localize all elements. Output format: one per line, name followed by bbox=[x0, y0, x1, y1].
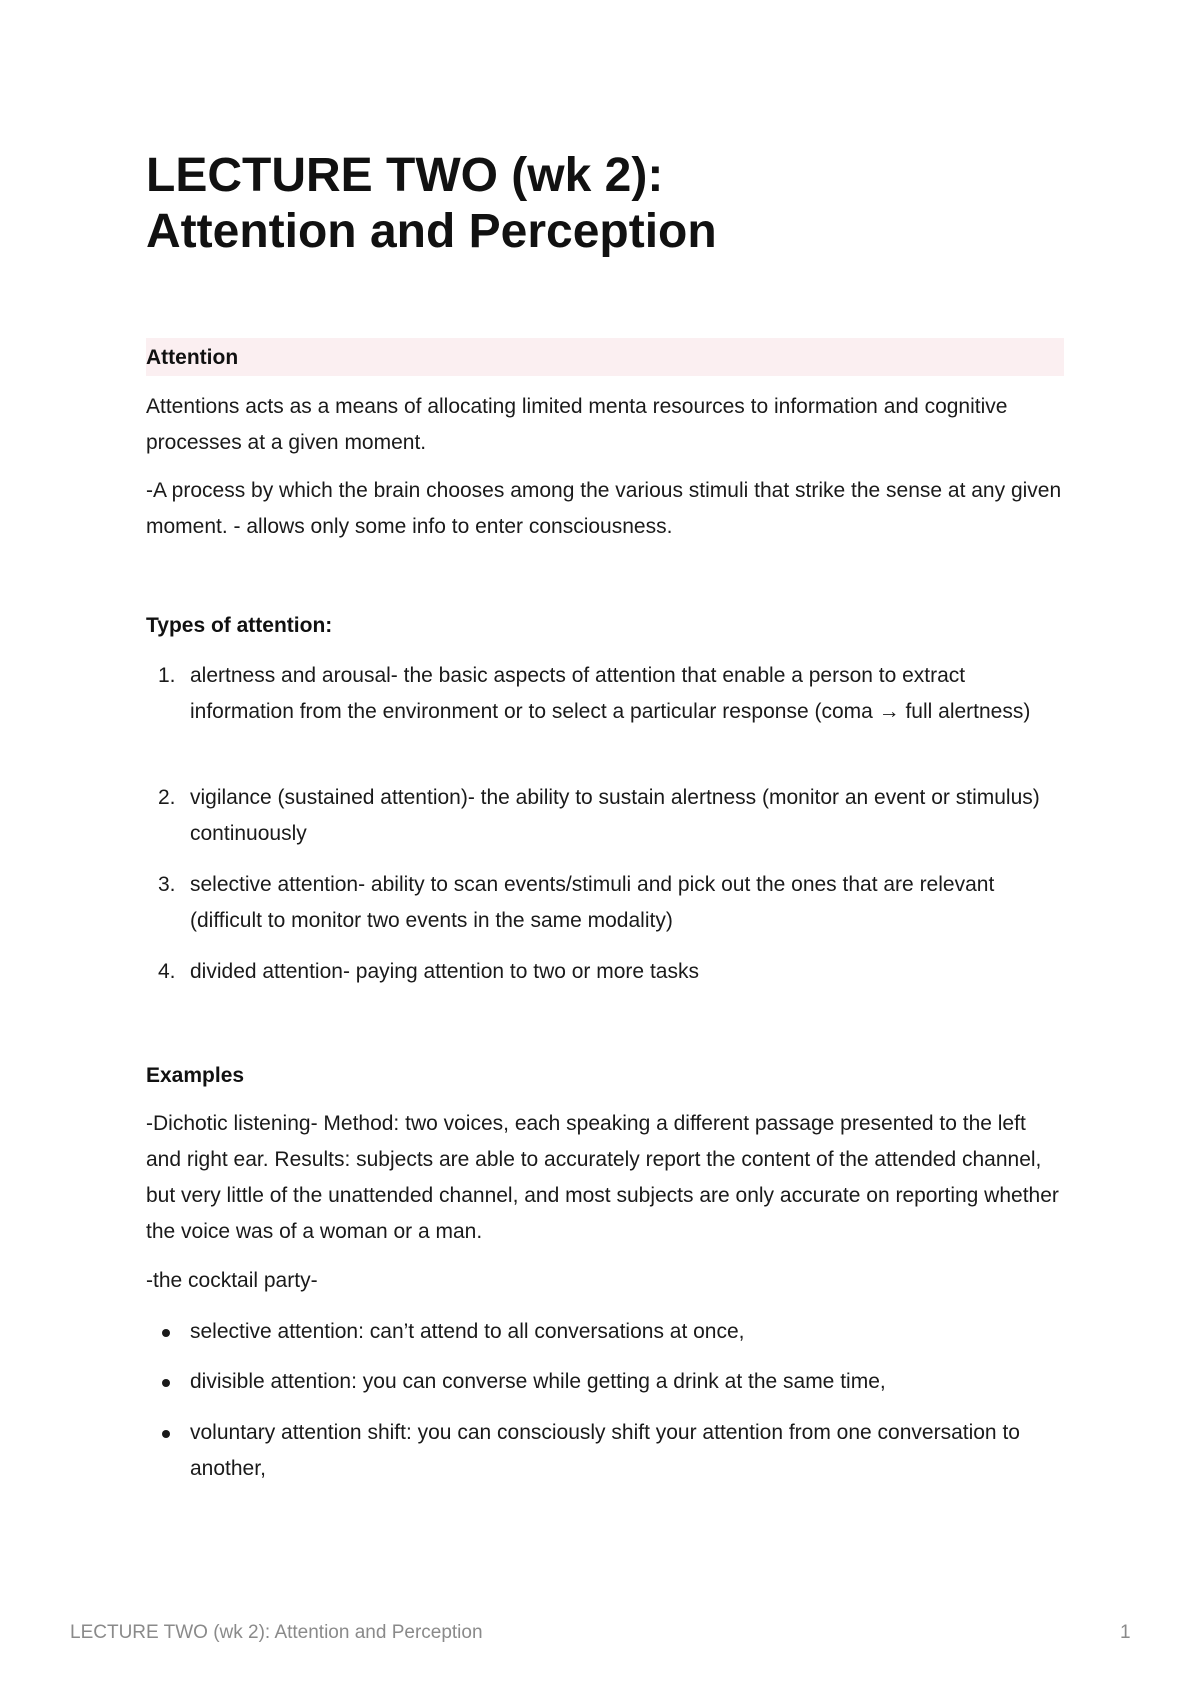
list-item-number: 3. bbox=[158, 873, 176, 896]
list-item-text: divided attention- paying attention to two or more tasks bbox=[190, 960, 699, 983]
bullet-icon bbox=[162, 1430, 170, 1438]
types-of-attention-heading: Types of attention: bbox=[146, 614, 333, 637]
footer-document-title: LECTURE TWO (wk 2): Attention and Perception bbox=[70, 1622, 483, 1643]
attention-definition-paragraph: Attentions acts as a means of allocating limited menta resources to information and cognitive processes at a given moment. bbox=[146, 395, 1008, 454]
list-item-text: divisible attention: you can converse while getting a drink at the same time, bbox=[190, 1370, 886, 1393]
list-item bbox=[146, 1314, 1064, 1350]
list-item bbox=[146, 867, 1064, 939]
cocktail-party-paragraph: -the cocktail party- bbox=[146, 1269, 318, 1292]
attention-heading: Attention bbox=[146, 346, 239, 369]
list-item-text: selective attention: can’t attend to all conversations at once, bbox=[190, 1320, 745, 1343]
list-item bbox=[146, 954, 1064, 990]
list-item bbox=[146, 780, 1064, 852]
list-item bbox=[146, 658, 1064, 730]
list-item-number: 4. bbox=[158, 960, 176, 983]
document-page bbox=[146, 0, 1064, 1698]
title-line-2: Attention and Perception bbox=[146, 205, 717, 258]
bullet-icon bbox=[162, 1329, 170, 1337]
list-item-text: vigilance (sustained attention)- the ability to sustain alertness (monitor an event or stimulus) continuously bbox=[190, 786, 1040, 845]
list-item bbox=[146, 1364, 1064, 1400]
page-title bbox=[146, 148, 1064, 260]
bullet-icon bbox=[162, 1379, 170, 1387]
examples-heading: Examples bbox=[146, 1064, 245, 1087]
list-item-number: 1. bbox=[158, 664, 176, 687]
attention-process-paragraph: -A process by which the brain chooses among the various stimuli that strike the sense at any given moment. - allows only some info to enter consciousness. bbox=[146, 479, 1062, 538]
list-item bbox=[146, 1415, 1064, 1487]
list-item-text: selective attention- ability to scan events/stimuli and pick out the ones that are relevant (difficult to monitor two events in the same modality) bbox=[190, 873, 995, 932]
title-line-1: LECTURE TWO (wk 2): bbox=[146, 149, 664, 202]
dichotic-listening-paragraph: -Dichotic listening- Method: two voices, each speaking a different passage presented to the left and right ear. Results: subjects are able to accurately report the content of the attended channel, but very little of the unattended channel, and most subjects are only accurate on reporting whether the voice was of a woman or a man. bbox=[146, 1112, 1059, 1243]
list-item-text: alertness and arousal- the basic aspects of attention that enable a person to extract information from the environment or to select a particular response (coma → full alertness) bbox=[190, 664, 1031, 723]
list-item-text: voluntary attention shift: you can consciously shift your attention from one conversation to another, bbox=[190, 1421, 1020, 1480]
footer-page-number: 1 bbox=[1120, 1622, 1131, 1643]
attention-heading-highlight bbox=[146, 338, 1064, 376]
list-item-number: 2. bbox=[158, 786, 176, 809]
